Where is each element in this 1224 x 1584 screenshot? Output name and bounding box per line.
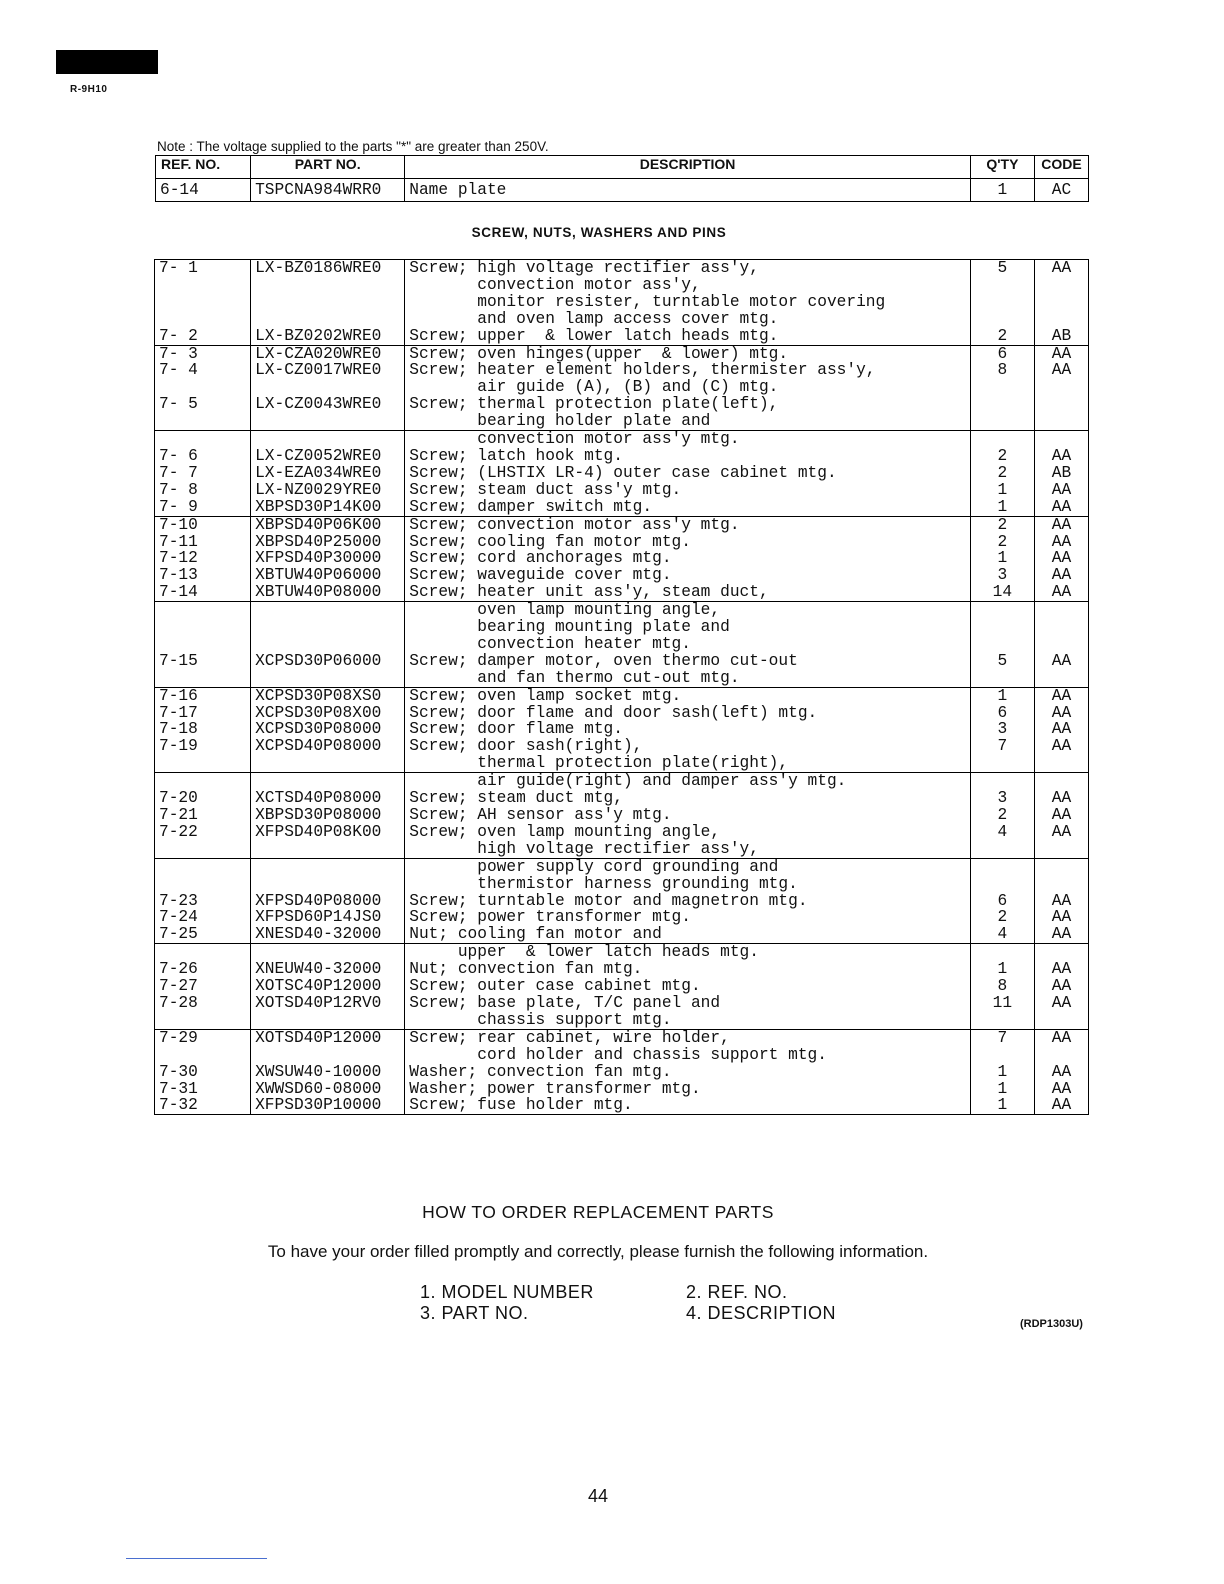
top-parts-table: [155, 155, 1089, 202]
table-row: [155, 431, 1089, 517]
part-cell: XBPSD40P06K00 XBPSD40P25000 XFPSD40P30000 XBTUW40P06000 XBTUW40P08000: [251, 516, 405, 602]
table-row: [155, 687, 1089, 773]
qty-cell: 2 2 1 3 14: [970, 516, 1034, 602]
qty-cell: 6 8: [970, 345, 1034, 431]
table-row: [155, 516, 1089, 602]
part-cell: LX-CZ0052WRE0 LX-EZA034WRE0 LX-NZ0029YRE0 XBPSD30P14K00: [251, 431, 405, 517]
part-cell: XCPSD30P06000: [251, 602, 405, 688]
table-group: [155, 773, 1089, 859]
desc-cell: upper & lower latch heads mtg. Nut; convection fan mtg. Screw; outer case cabinet mtg. Screw; base plate, T/C panel and chassis support mtg.: [405, 944, 971, 1030]
document-code: (RDP1303U): [1020, 1318, 1083, 1330]
desc-cell: air guide(right) and damper ass'y mtg. Screw; steam duct mtg, Screw; AH sensor ass'y mtg. Screw; oven lamp mounting angle, high voltage rectifier ass'y,: [405, 773, 971, 859]
code-cell: AA: [1034, 602, 1088, 688]
how-to-order-title: HOW TO ORDER REPLACEMENT PARTS: [422, 1202, 774, 1222]
section-title: SCREW, NUTS, WASHERS AND PINS: [471, 225, 727, 240]
ref-cell: 7-20 7-21 7-22: [155, 773, 251, 859]
table-group: [155, 602, 1089, 688]
code-cell: AC: [1034, 179, 1088, 202]
table-group: [155, 516, 1089, 602]
qty-cell: 1: [970, 179, 1034, 202]
ref-cell: 7-23 7-24 7-25: [155, 858, 251, 944]
order-item: 1. MODEL NUMBER: [420, 1282, 594, 1302]
divider: [126, 1558, 267, 1559]
table-row: [155, 345, 1089, 431]
desc-cell: Screw; rear cabinet, wire holder, cord holder and chassis support mtg. Washer; convection fan mtg. Washer; power transformer mtg. Screw; fuse holder mtg.: [405, 1029, 971, 1115]
table-row: [155, 858, 1089, 944]
table-group: [155, 944, 1089, 1030]
col-code: CODE: [1034, 156, 1088, 179]
part-cell: LX-CZA020WRE0 LX-CZ0017WRE0 LX-CZ0043WRE0: [251, 345, 405, 431]
screws-parts-table: [154, 259, 1089, 1115]
voltage-note: Note : The voltage supplied to the parts "*" are greater than 250V.: [157, 139, 549, 154]
qty-cell: 1 6 3 7: [970, 687, 1034, 773]
ref-cell: 7-16 7-17 7-18 7-19: [155, 687, 251, 773]
code-cell: AA AA AA AA: [1034, 1029, 1088, 1115]
qty-cell: 7 1 1 1: [970, 1029, 1034, 1115]
ref-cell: 7-15: [155, 602, 251, 688]
desc-cell: Screw; oven hinges(upper & lower) mtg. Screw; heater element holders, thermister ass'y, air guide (A), (B) and (C) mtg. Screw; thermal protection plate(left), bearing holder plate and: [405, 345, 971, 431]
ref-cell: 7-10 7-11 7-12 7-13 7-14: [155, 516, 251, 602]
desc-cell: Screw; oven lamp socket mtg. Screw; door flame and door sash(left) mtg. Screw; door flame mtg. Screw; door sash(right), thermal protection plate(right),: [405, 687, 971, 773]
model-number: R-9H10: [70, 84, 108, 95]
table-row: [155, 260, 1089, 346]
table-group: [155, 260, 1089, 346]
ref-cell: 7- 1 7- 2: [155, 260, 251, 346]
part-cell: XOTSD40P12000 XWSUW40-10000 XWWSD60-08000 XFPSD30P10000: [251, 1029, 405, 1115]
qty-cell: 5 2: [970, 260, 1034, 346]
qty-cell: 3 2 4: [970, 773, 1034, 859]
order-item: 2. REF. NO.: [686, 1282, 788, 1302]
col-part-no: PART NO.: [251, 156, 405, 179]
code-cell: AA AA AA AA AA: [1034, 516, 1088, 602]
table-row: [155, 602, 1089, 688]
ref-cell: 6-14: [156, 179, 251, 202]
col-description: DESCRIPTION: [405, 156, 971, 179]
col-qty: Q'TY: [970, 156, 1034, 179]
table-group: [155, 687, 1089, 773]
table-row: [155, 1029, 1089, 1115]
desc-cell: convection motor ass'y mtg. Screw; latch hook mtg. Screw; (LHSTIX LR-4) outer case cabinet mtg. Screw; steam duct ass'y mtg. Screw; damper switch mtg.: [405, 431, 971, 517]
table-row: [156, 179, 1089, 202]
ref-cell: 7-29 7-30 7-31 7-32: [155, 1029, 251, 1115]
part-cell: XFPSD40P08000 XFPSD60P14JS0 XNESD40-32000: [251, 858, 405, 944]
desc-cell: Screw; convection motor ass'y mtg. Screw; cooling fan motor mtg. Screw; cord anchorages mtg. Screw; waveguide cover mtg. Screw; heater unit ass'y, steam duct,: [405, 516, 971, 602]
table-group: [155, 1029, 1089, 1115]
table-row: [155, 773, 1089, 859]
part-cell: XNEUW40-32000 XOTSC40P12000 XOTSD40P12RV0: [251, 944, 405, 1030]
code-cell: AA AA AA: [1034, 944, 1088, 1030]
qty-cell: 1 8 11: [970, 944, 1034, 1030]
code-cell: AA AA: [1034, 345, 1088, 431]
part-cell: XCTSD40P08000 XBPSD30P08000 XFPSD40P08K00: [251, 773, 405, 859]
qty-cell: 5: [970, 602, 1034, 688]
order-item: 4. DESCRIPTION: [686, 1303, 837, 1323]
page-number: 44: [587, 1486, 609, 1506]
table-group: [155, 345, 1089, 431]
part-cell: LX-BZ0186WRE0 LX-BZ0202WRE0: [251, 260, 405, 346]
code-cell: AA AA AA AA: [1034, 687, 1088, 773]
table-group: [155, 431, 1089, 517]
code-cell: AA AB AA AA: [1034, 431, 1088, 517]
part-cell: TSPCNA984WRR0: [251, 179, 405, 202]
black-tab-marker: [56, 50, 158, 74]
col-ref-no: REF. NO.: [156, 156, 251, 179]
qty-cell: 2 2 1 1: [970, 431, 1034, 517]
desc-cell: Name plate: [405, 179, 971, 202]
qty-cell: 6 2 4: [970, 858, 1034, 944]
part-cell: XCPSD30P08XS0 XCPSD30P08X00 XCPSD30P08000 XCPSD40P08000: [251, 687, 405, 773]
table-row: [155, 944, 1089, 1030]
ref-cell: 7-26 7-27 7-28: [155, 944, 251, 1030]
code-cell: AA AA AA: [1034, 858, 1088, 944]
order-item: 3. PART NO.: [420, 1303, 529, 1323]
desc-cell: power supply cord grounding and thermistor harness grounding mtg. Screw; turntable motor and magnetron mtg. Screw; power transformer mtg. Nut; cooling fan motor and: [405, 858, 971, 944]
desc-cell: Screw; high voltage rectifier ass'y, convection motor ass'y, monitor resister, turntable motor covering and oven lamp access cover mtg. Screw; upper & lower latch heads mtg.: [405, 260, 971, 346]
ref-cell: 7- 6 7- 7 7- 8 7- 9: [155, 431, 251, 517]
table-group: [155, 858, 1089, 944]
desc-cell: oven lamp mounting angle, bearing mounting plate and convection heater mtg. Screw; damper motor, oven thermo cut-out and fan thermo cut-out mtg.: [405, 602, 971, 688]
code-cell: AA AB: [1034, 260, 1088, 346]
ref-cell: 7- 3 7- 4 7- 5: [155, 345, 251, 431]
how-to-order-text: To have your order filled promptly and correctly, please furnish the following information.: [267, 1242, 929, 1261]
code-cell: AA AA AA: [1034, 773, 1088, 859]
